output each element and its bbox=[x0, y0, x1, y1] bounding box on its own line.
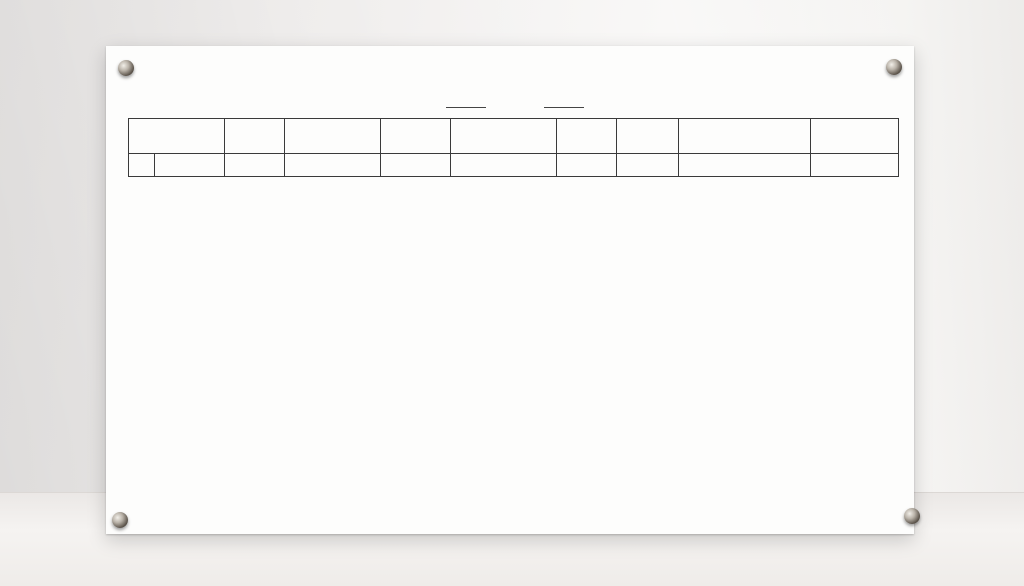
pin-icon bbox=[904, 508, 920, 524]
header-cell bbox=[225, 119, 285, 154]
unit-cell bbox=[155, 154, 225, 177]
unit-cell bbox=[129, 154, 155, 177]
header-cell bbox=[557, 119, 617, 154]
unit-cell bbox=[811, 154, 899, 177]
pin-icon bbox=[112, 512, 128, 528]
unit-cell bbox=[381, 154, 451, 177]
header-cell bbox=[617, 119, 679, 154]
header-cell bbox=[129, 119, 225, 154]
unit-cell bbox=[679, 154, 811, 177]
header-cell bbox=[285, 119, 381, 154]
pin-icon bbox=[886, 59, 902, 75]
table-footer bbox=[128, 490, 898, 520]
unit-cell bbox=[225, 154, 285, 177]
subtitle-rule bbox=[446, 107, 486, 108]
units-row bbox=[129, 154, 899, 177]
header-cell bbox=[679, 119, 811, 154]
blood-pattern-table bbox=[128, 118, 899, 177]
unit-cell bbox=[285, 154, 381, 177]
unit-cell bbox=[617, 154, 679, 177]
header-cell bbox=[811, 119, 899, 154]
subtitle-rule bbox=[544, 107, 584, 108]
header-cell bbox=[381, 119, 451, 154]
pin-icon bbox=[118, 60, 134, 76]
unit-cell bbox=[451, 154, 557, 177]
header-cell bbox=[451, 119, 557, 154]
header-row bbox=[129, 119, 899, 154]
unit-cell bbox=[557, 154, 617, 177]
blood-patterns-poster bbox=[106, 46, 914, 534]
